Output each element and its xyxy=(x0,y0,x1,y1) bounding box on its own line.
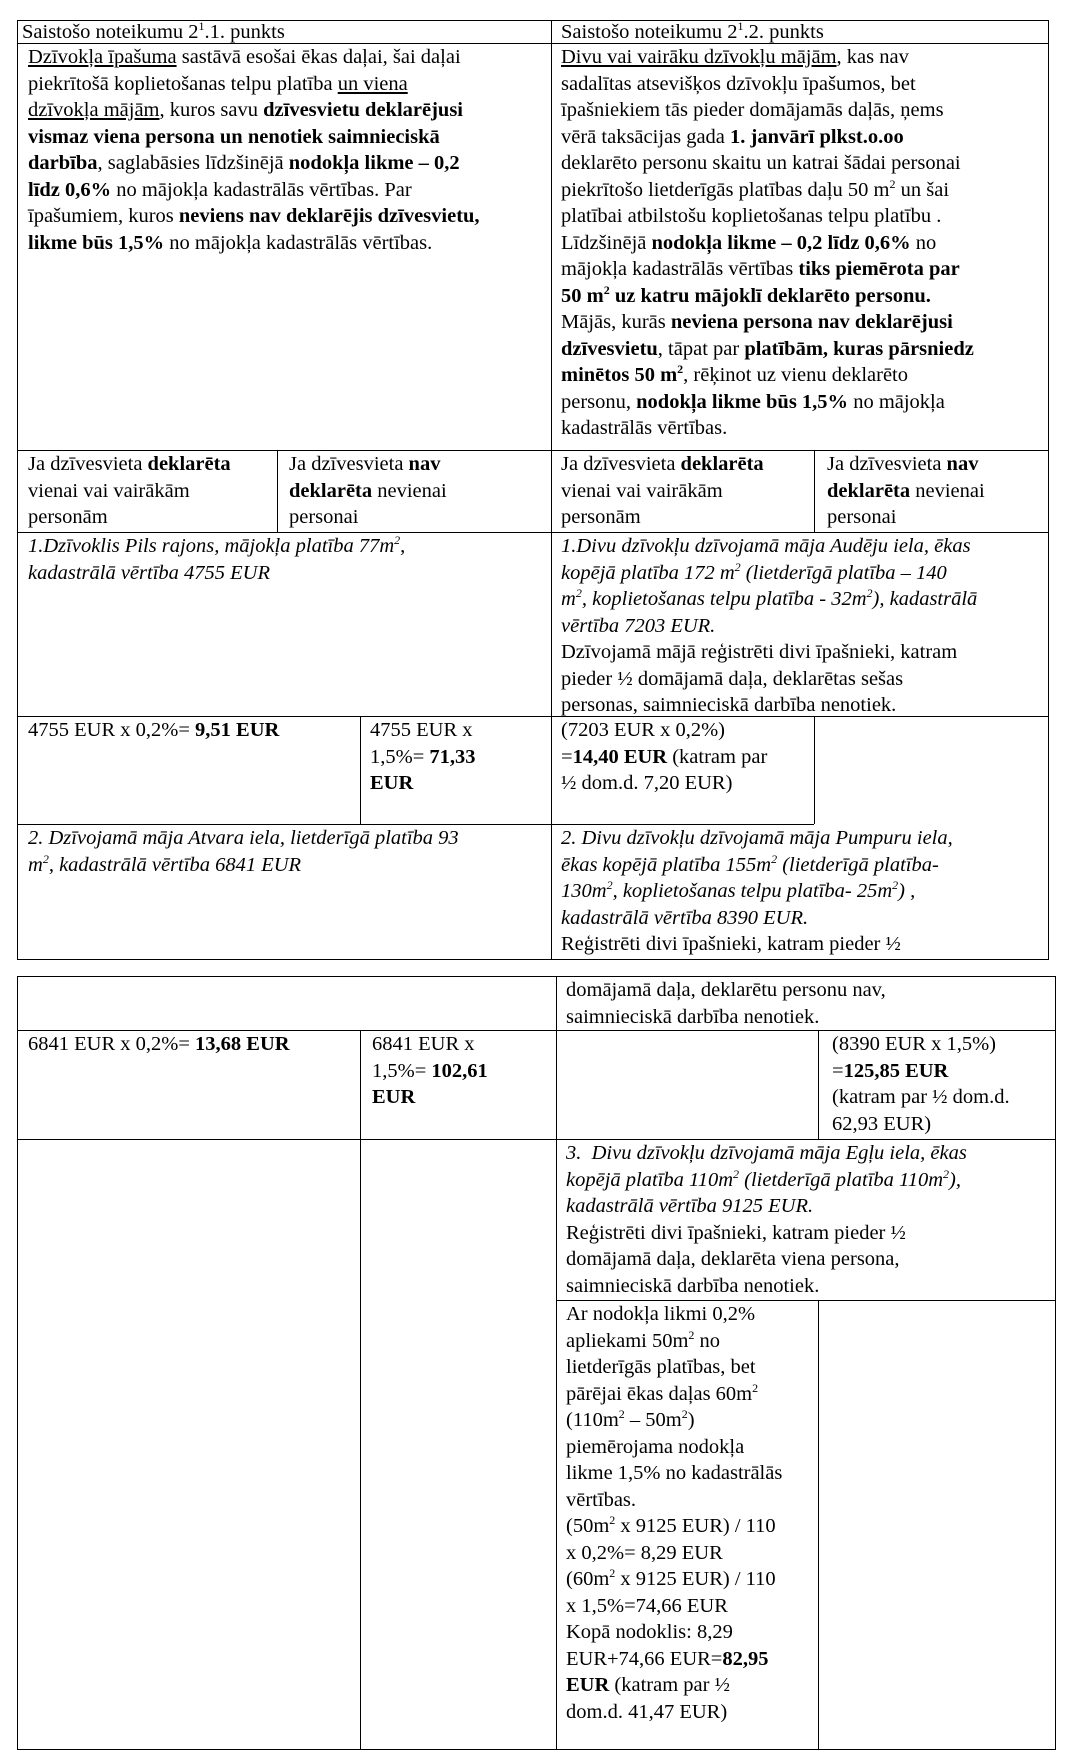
left-col-not-declared: Ja dzīvesvieta nav deklarēta nevienai personai xyxy=(289,453,447,528)
right-col-declared: Ja dzīvesvieta deklarēta vienai vai vairākām personām xyxy=(561,453,764,528)
left-col-declared: Ja dzīvesvieta deklarēta vienai vai vairākām personām xyxy=(28,453,231,528)
right-header: Saistošo noteikumu $2^1.2$. punkts xyxy=(561,19,824,43)
right-example-2-part1: 2. Divu dzīvokļu dzīvojamā māja Pumpuru iela, ēkas kopējā platība $155m^2$ (lietderīgā platība- $130m^2$, koplietošanas telpu platība- $25m^2$) , kadastrālā vērtība 8390 EUR. Reģistrēti divi īpašnieki, katram pieder ½ xyxy=(561,827,953,955)
right-intro: Divu vai vairāku dzīvokļu mājām, kas nav sadalītas atsevišķos dzīvokļu īpašumos, bet īpašniekiem tās pieder domājamās daļās, ņems vērā taksācijas gada 1. janvārī plkst.o.oo deklarēto personu skaitu un katrai šādai personai piekrītošo lietderīgās platības daļu 50 $m^2$ un šai platībai atbilstošu koplietošanas telpu platību . Līdzšinējā nodokļa likme – 0,2 līdz 0,6% no mājokļa kadastrālās vērtības tiks piemērota par 50 $m^2$ uz katru mājoklī deklarēto personu. Mājās, kurās neviena persona nav deklarējusi dzīvesvietu, tāpat par platībām, kuras pārsniedz minētos 50 $m^2$, rēķinot uz vienu deklarēto personu, nodokļa likme būs 1,5% no mājokļa kadastrālās vērtības. xyxy=(561,46,974,439)
left-example-1: 1.Dzīvoklis Pils rajons, mājokļa platība $77m^2$, kadastrālā vērtība 4755 EUR xyxy=(28,533,406,584)
right-calc-3: Ar nodokļa likmi 0,2% apliekami $50m^2$ no lietderīgās platības, bet pārējai ēkas daļas $60m^2$ $(110m^2 - 50m^2)$ piemērojama nodokļa likme 1,5% no kadastrālās vērtības. ($50m^2$ x 9125 EUR) / 110 x 0,2%= 8,29 EUR ($60m^2$ x 9125 EUR) / 110 x 1,5%=74,66 EUR Kopā nodoklis: 8,29 EUR+74,66 EUR=82,95 EUR (katram par ½ dom.d. 41,47 EUR) xyxy=(566,1303,783,1723)
right-col-not-declared: Ja dzīvesvieta nav deklarēta nevienai personai xyxy=(827,453,985,528)
right-example-1: 1.Divu dzīvokļu dzīvojamā māja Audēju iela, ēkas kopējā platība 172 $m^2$ (lietderīgā platība – 140 $m^2$, koplietošanas telpu platība - $32m^2$), kadastrālā vērtība 7203 EUR. Dzīvojamā mājā reģistrēti divi īpašnieki, katram pieder ½ domājamā daļa, deklarētas sešas personas, saimnieciskā darbība nenotiek. xyxy=(561,535,978,716)
left-intro: Dzīvokļa īpašuma sastāvā esošai ēkas daļai, šai daļai piekrītošā koplietošanas telpu platība un viena dzīvokļa mājām, kuros savu dzīvesvietu deklarējusi vismaz viena persona un nenotiek saimnieciskā darbība, saglabāsies līdzšinējā nodokļa likme – 0,2 līdz 0,6% no mājokļa kadastrālās vērtības. Par īpašumiem, kuros neviens nav deklarējis dzīvesvietu, likme būs 1,5% no mājokļa kadastrālās vērtības. xyxy=(28,46,480,254)
right-example-3: 3. Divu dzīvokļu dzīvojamā māja Egļu iela, ēkas kopējā platība $110m^2$ (lietderīgā platība $110m^2$), kadastrālā vērtība 9125 EUR. Reģistrēti divi īpašnieki, katram pieder ½ domājamā daļa, deklarēta viena persona, saimnieciskā darbība nenotiek. xyxy=(566,1142,967,1297)
right-calc-1-declared: (7203 EUR x 0,2%) =14,40 EUR (katram par ½ dom.d. 7,20 EUR) xyxy=(561,719,768,794)
right-calc-2-not-declared: (8390 EUR x 1,5%) =125,85 EUR (katram par ½ dom.d. 62,93 EUR) xyxy=(832,1033,1010,1135)
left-example-2: 2. Dzīvojamā māja Atvara iela, lietderīgā platība 93 $m^2$, kadastrālā vērtība 6841 EUR xyxy=(28,827,459,876)
left-calc-1-declared: 4755 EUR x 0,2%= 9,51 EUR xyxy=(28,719,280,741)
left-calc-1-not-declared: 4755 EUR x 1,5%= 71,33 EUR xyxy=(370,719,476,794)
right-example-2-part2: domājamā daļa, deklarētu personu nav, saimnieciskā darbība nenotiek. xyxy=(566,979,886,1028)
left-calc-2-declared: 6841 EUR x 0,2%= 13,68 EUR xyxy=(28,1033,290,1055)
left-calc-2-not-declared: 6841 EUR x 1,5%= 102,61 EUR xyxy=(372,1033,488,1108)
left-header: Saistošo noteikumu $2^1.1$. punkts xyxy=(22,19,285,43)
